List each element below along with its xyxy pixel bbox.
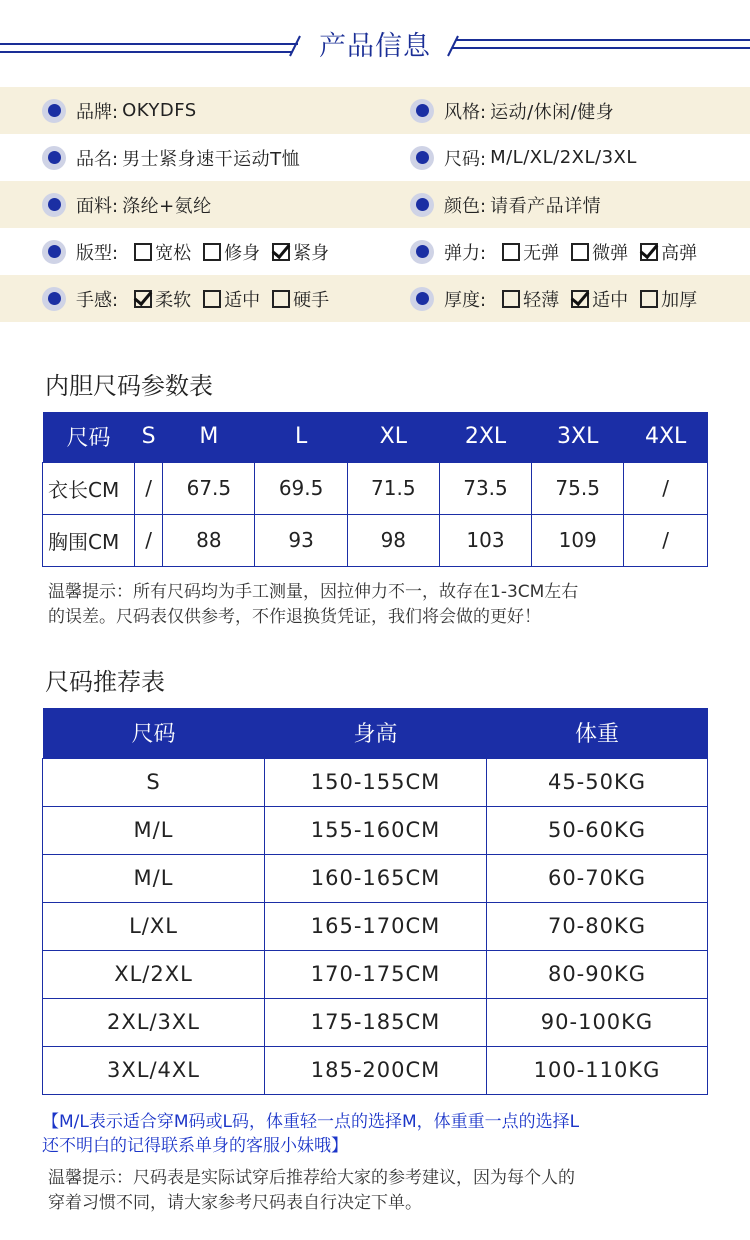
checkbox-icon	[134, 290, 152, 308]
table-cell: 69.5	[255, 462, 347, 514]
info-label: 厚度:	[444, 289, 487, 311]
note-line: 温馨提示：所有尺码均为手工测量，因拉伸力不一，故存在1-3CM左右	[48, 582, 579, 602]
note-line: 的误差。尺码表仅供参考，不作退换货凭证，我们将会做的更好！	[48, 607, 541, 627]
table-cell: 100-110KG	[487, 1046, 708, 1094]
table-cell: 103	[439, 514, 531, 566]
table-cell: 胸围CM	[43, 514, 135, 566]
option-high-stretch	[640, 239, 697, 265]
size-chart-table	[42, 412, 708, 567]
info-label: 品牌:	[76, 101, 119, 123]
table-cell: L/XL	[43, 902, 265, 950]
checkbox-icon	[640, 290, 658, 308]
info-row	[0, 181, 750, 228]
table-cell: 衣长CM	[43, 462, 135, 514]
table-cell: /	[624, 514, 708, 566]
info-value: OKYDFS	[122, 100, 197, 121]
table-row	[43, 950, 708, 998]
table-row	[43, 854, 708, 902]
table-header-row	[43, 412, 708, 462]
checkbox-icon	[502, 243, 520, 261]
option-label: 无弹	[523, 242, 560, 264]
bullet-icon	[410, 287, 434, 311]
option-slim	[203, 239, 260, 265]
table-cell: 75.5	[532, 462, 624, 514]
note-line: 还不明白的记得联系单身的客服小妹哦】	[42, 1136, 348, 1156]
recommend-blue-note	[42, 1110, 732, 1158]
info-value: 运动/休闲/健身	[490, 101, 615, 123]
table-row	[43, 462, 708, 514]
option-label: 加厚	[661, 289, 698, 311]
info-label: 版型:	[76, 242, 119, 264]
table-cell: 80-90KG	[487, 950, 708, 998]
info-value: 男士紧身速干运动T恤	[122, 148, 301, 170]
info-label: 风格:	[444, 101, 487, 123]
table-row	[43, 1046, 708, 1094]
table-header: 尺码	[43, 412, 135, 462]
info-label: 手感:	[76, 289, 119, 311]
table-row	[43, 806, 708, 854]
table-header: 体重	[487, 708, 708, 758]
table-cell: 155-160CM	[265, 806, 487, 854]
option-thick	[640, 286, 697, 312]
table-cell: XL/2XL	[43, 950, 265, 998]
page-title: 产品信息	[319, 31, 431, 62]
table-cell: 109	[532, 514, 624, 566]
option-tight	[272, 239, 329, 265]
table-header: 身高	[265, 708, 487, 758]
info-value: M/L/XL/2XL/3XL	[490, 147, 637, 168]
table-cell: S	[43, 758, 265, 806]
info-sizes	[410, 134, 637, 181]
option-label: 高弹	[661, 242, 698, 264]
option-no-stretch	[502, 239, 559, 265]
bullet-icon	[410, 146, 434, 170]
table-cell: 67.5	[163, 462, 255, 514]
table-cell: 93	[255, 514, 347, 566]
info-label: 尺码:	[444, 148, 487, 170]
checkbox-icon	[203, 243, 221, 261]
table-cell: 73.5	[439, 462, 531, 514]
option-label: 微弹	[592, 242, 629, 264]
table-cell: 165-170CM	[265, 902, 487, 950]
table-cell: 170-175CM	[265, 950, 487, 998]
info-label: 弹力:	[444, 242, 487, 264]
option-label: 宽松	[155, 242, 192, 264]
info-row	[0, 87, 750, 134]
option-label: 轻薄	[523, 289, 560, 311]
table-cell: M/L	[43, 854, 265, 902]
table-cell: 70-80KG	[487, 902, 708, 950]
recommend-title: 尺码推荐表	[45, 668, 165, 696]
info-row	[0, 228, 750, 275]
table-cell: /	[135, 514, 163, 566]
size-chart-title: 内胆尺码参数表	[45, 372, 213, 400]
table-header: 4XL	[624, 412, 708, 462]
info-brand	[42, 87, 197, 134]
bullet-icon	[42, 193, 66, 217]
option-label: 硬手	[293, 289, 330, 311]
option-label: 适中	[592, 289, 629, 311]
info-label: 品名:	[76, 148, 119, 170]
table-cell: 45-50KG	[487, 758, 708, 806]
table-cell: 175-185CM	[265, 998, 487, 1046]
info-fabric	[42, 181, 212, 228]
table-cell: 150-155CM	[265, 758, 487, 806]
info-fit	[42, 228, 329, 275]
table-header: 尺码	[43, 708, 265, 758]
table-header: XL	[347, 412, 439, 462]
note-line: 【M/L表示适合穿M码或L码，体重轻一点的选择M，体重重一点的选择L	[42, 1112, 580, 1132]
option-label: 适中	[224, 289, 261, 311]
size-chart-note	[48, 580, 728, 630]
table-cell: 90-100KG	[487, 998, 708, 1046]
checkbox-icon	[502, 290, 520, 308]
option-hard	[272, 286, 329, 312]
checkbox-icon	[203, 290, 221, 308]
info-product-name	[42, 134, 300, 181]
table-header: 3XL	[532, 412, 624, 462]
table-cell: 50-60KG	[487, 806, 708, 854]
table-row	[43, 998, 708, 1046]
checkbox-icon	[272, 290, 290, 308]
info-thickness	[410, 275, 697, 322]
option-regular	[571, 286, 628, 312]
info-elasticity	[410, 228, 697, 275]
table-cell: M/L	[43, 806, 265, 854]
info-label: 面料:	[76, 195, 119, 217]
note-line: 温馨提示：尺码表是实际试穿后推荐给大家的参考建议，因为每个人的	[48, 1168, 575, 1188]
checkbox-icon	[571, 243, 589, 261]
table-cell: 98	[347, 514, 439, 566]
option-soft	[134, 286, 191, 312]
table-cell: 71.5	[347, 462, 439, 514]
table-header: M	[163, 412, 255, 462]
info-style	[410, 87, 614, 134]
table-header: 2XL	[439, 412, 531, 462]
table-cell: 60-70KG	[487, 854, 708, 902]
info-row	[0, 134, 750, 181]
option-label: 修身	[224, 242, 261, 264]
table-cell: 185-200CM	[265, 1046, 487, 1094]
info-feel	[42, 275, 329, 322]
table-row	[43, 902, 708, 950]
recommend-note	[48, 1166, 728, 1216]
table-cell: 3XL/4XL	[43, 1046, 265, 1094]
table-cell: /	[135, 462, 163, 514]
bullet-icon	[410, 99, 434, 123]
info-color	[410, 181, 601, 228]
table-header: L	[255, 412, 347, 462]
bullet-icon	[42, 240, 66, 264]
info-row	[0, 275, 750, 322]
info-value: 请看产品详情	[490, 195, 602, 217]
info-value: 涤纶+氨纶	[122, 195, 212, 217]
option-loose	[134, 239, 191, 265]
option-thin	[502, 286, 559, 312]
recommend-table	[42, 708, 708, 1095]
checkbox-icon	[571, 290, 589, 308]
option-label: 紧身	[293, 242, 330, 264]
note-line: 穿着习惯不同，请大家参考尺码表自行决定下单。	[48, 1193, 422, 1213]
table-cell: 160-165CM	[265, 854, 487, 902]
product-info	[0, 87, 750, 322]
table-cell: 88	[163, 514, 255, 566]
bullet-icon	[42, 99, 66, 123]
checkbox-icon	[134, 243, 152, 261]
option-medium	[203, 286, 260, 312]
table-row	[43, 514, 708, 566]
table-header-row	[43, 708, 708, 758]
checkbox-icon	[640, 243, 658, 261]
bullet-icon	[410, 193, 434, 217]
table-row	[43, 758, 708, 806]
option-slight-stretch	[571, 239, 628, 265]
table-cell: 2XL/3XL	[43, 998, 265, 1046]
table-header: S	[135, 412, 163, 462]
bullet-icon	[42, 146, 66, 170]
option-label: 柔软	[155, 289, 192, 311]
bullet-icon	[410, 240, 434, 264]
checkbox-icon	[272, 243, 290, 261]
section-header	[0, 0, 750, 80]
table-cell: /	[624, 462, 708, 514]
bullet-icon	[42, 287, 66, 311]
info-label: 颜色:	[444, 195, 487, 217]
